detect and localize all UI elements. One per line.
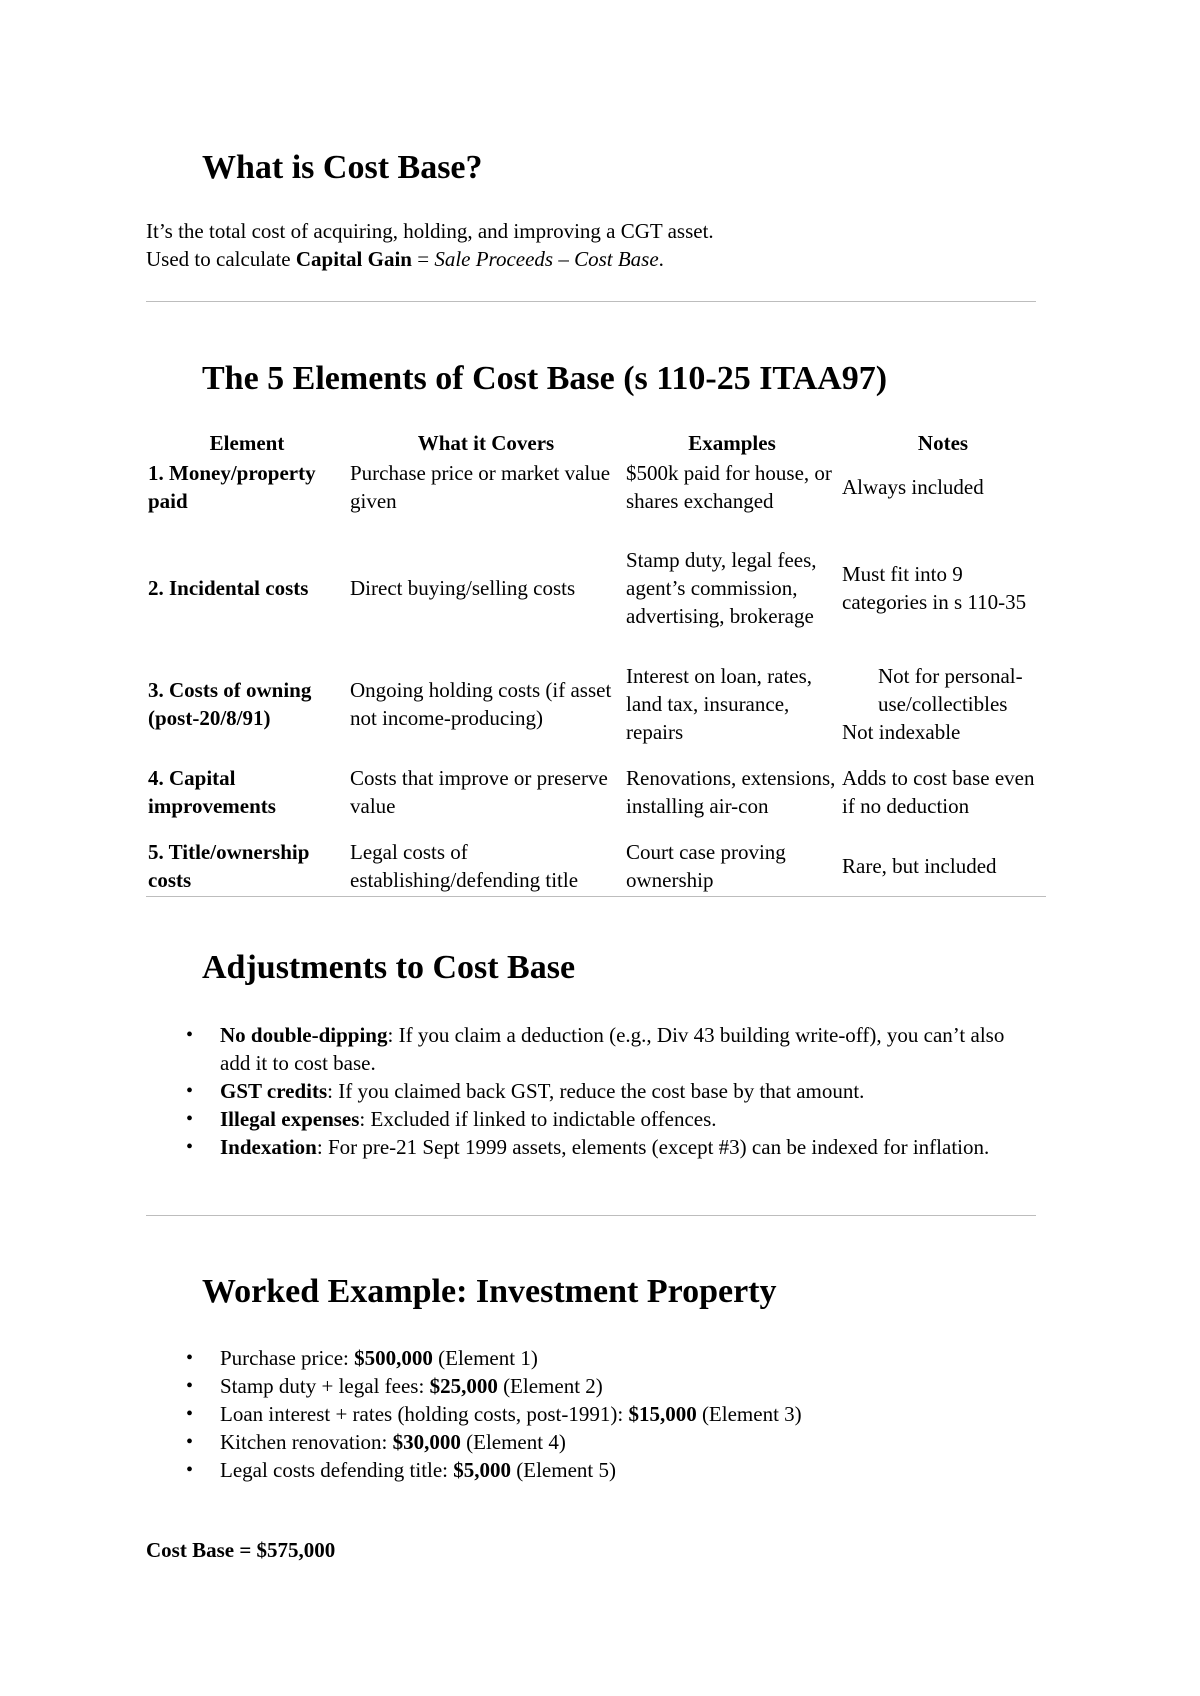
covers-cell: Ongoing holding costs (if asset not income-producing) <box>350 678 612 730</box>
table-row <box>146 660 1046 748</box>
adjustments-list <box>182 1021 1032 1161</box>
examples-cell: Stamp duty, legal fees, agent’s commission, advertising, brokerage <box>626 548 817 628</box>
list-item: • Indexation: For pre-21 Sept 1999 assets, elements (except #3) can be indexed for inflation. <box>182 1133 1032 1161</box>
examples-cell: Court case proving ownership <box>624 836 840 896</box>
list-item: • No double-dipping: If you claim a deduction (e.g., Div 43 building write-off), you can’t also add it to cost base. <box>182 1021 1032 1077</box>
examples-cell: Interest on loan, rates, land tax, insurance, repairs <box>626 664 813 744</box>
notes-cell: Must fit into 9 categories in s 110-35 <box>842 562 1027 614</box>
notes-cell: Rare, but included <box>840 836 1046 896</box>
element-cell: 2. Incidental costs <box>148 576 309 600</box>
examples-cell: $500k paid for house, or shares exchanged <box>626 461 832 513</box>
heading-adjustments: Adjustments to Cost Base <box>202 949 576 986</box>
worked-example-list <box>182 1344 1032 1484</box>
list-item: • Loan interest + rates (holding costs, post-1991): $15,000 (Element 3) <box>182 1400 1032 1428</box>
covers-cell: Legal costs of establishing/defending title <box>348 836 624 896</box>
header-what-it-covers: What it Covers <box>417 431 555 455</box>
header-element: Element <box>209 431 285 455</box>
list-item: • GST credits: If you claimed back GST, reduce the cost base by that amount. <box>182 1077 1032 1105</box>
list-item: • Stamp duty + legal fees: $25,000 (Element 2) <box>182 1372 1032 1400</box>
list-item: • Kitchen renovation: $30,000 (Element 4) <box>182 1428 1032 1456</box>
intro-line-2: Used to calculate Capital Gain = Sale Proceeds – Cost Base. <box>146 247 664 271</box>
divider <box>146 1215 1036 1216</box>
element-cell: 4. Capital improvements <box>148 766 276 818</box>
divider <box>146 301 1036 302</box>
list-item: • Illegal expenses: Excluded if linked to indictable offences. <box>182 1105 1032 1133</box>
elements-table <box>146 428 1046 897</box>
intro-paragraph <box>146 217 714 273</box>
table-row <box>146 516 1046 660</box>
examples-cell: Renovations, extensions, installing air-con <box>626 766 836 818</box>
notes-cell: Always included <box>842 475 984 499</box>
element-cell: 5. Title/ownership costs <box>146 836 348 896</box>
intro-line-1: It’s the total cost of acquiring, holding, and improving a CGT asset. <box>146 219 714 243</box>
covers-cell: Direct buying/selling costs <box>350 576 576 600</box>
notes-cell: Not for personal-use/collectibles Not indexable <box>842 664 1023 744</box>
formula-text: Sale Proceeds – Cost Base <box>434 247 659 271</box>
table-row <box>146 836 1046 896</box>
list-item: • Purchase price: $500,000 (Element 1) <box>182 1344 1032 1372</box>
element-cell: 1. Money/property paid <box>148 461 316 513</box>
table-row <box>146 748 1046 836</box>
table-header-row <box>146 428 1046 458</box>
header-examples: Examples <box>688 431 776 455</box>
cost-base-total: Cost Base = $575,000 <box>146 1538 336 1562</box>
notes-cell: Adds to cost base even if no deduction <box>842 766 1035 818</box>
covers-cell: Costs that improve or preserve value <box>350 766 608 818</box>
covers-cell: Purchase price or market value given <box>350 461 611 513</box>
heading-what-is-cost-base: What is Cost Base? <box>202 149 483 186</box>
header-notes: Notes <box>917 431 969 455</box>
list-item: • Legal costs defending title: $5,000 (Element 5) <box>182 1456 1032 1484</box>
capital-gain-term: Capital Gain <box>295 247 412 271</box>
table-row <box>146 458 1046 516</box>
heading-five-elements: The 5 Elements of Cost Base (s 110-25 ITAA97) <box>202 360 888 397</box>
element-cell: 3. Costs of owning (post-20/8/91) <box>148 678 312 730</box>
heading-worked-example: Worked Example: Investment Property <box>202 1273 777 1310</box>
